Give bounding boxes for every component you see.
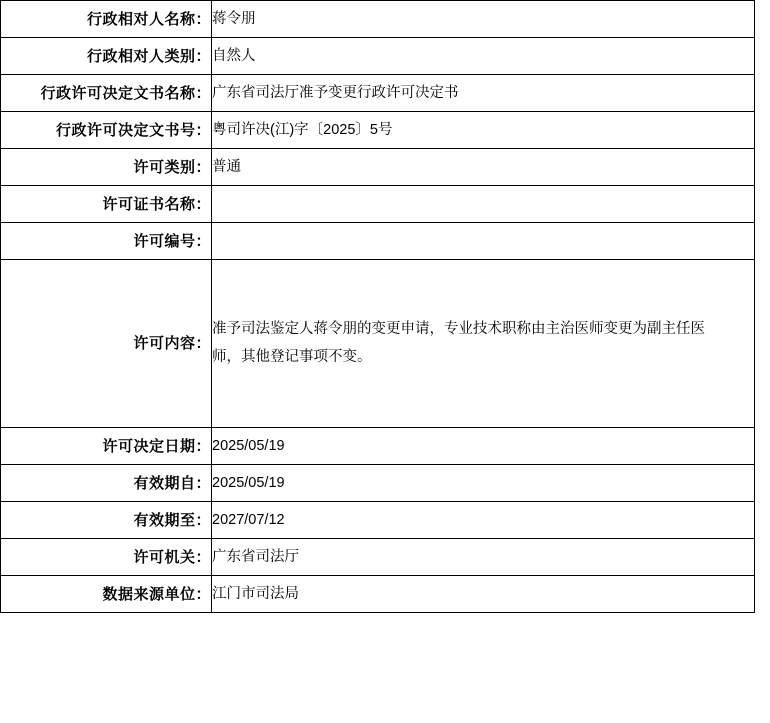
- row-value-data-source: 江门市司法局: [212, 576, 755, 613]
- row-value-license-number: [212, 223, 755, 260]
- table-row: [1, 428, 755, 465]
- row-label-valid-to: 有效期至：: [1, 502, 212, 539]
- table-row: [1, 1, 755, 38]
- row-value-valid-to: 2027/07/12: [212, 502, 755, 539]
- row-label-decision-date: 许可决定日期：: [1, 428, 212, 465]
- row-label-decision-doc-number: 行政许可决定文书号：: [1, 112, 212, 149]
- row-label-decision-doc-name: 行政许可决定文书名称：: [1, 75, 212, 112]
- row-value-applicant-type: 自然人: [212, 38, 755, 75]
- row-value-certificate-name: [212, 186, 755, 223]
- row-value-applicant-name: 蒋令朋: [212, 1, 755, 38]
- table-row: [1, 75, 755, 112]
- row-label-applicant-name: 行政相对人名称：: [1, 1, 212, 38]
- row-label-valid-from: 有效期自：: [1, 465, 212, 502]
- table-row: [1, 465, 755, 502]
- table-row: [1, 539, 755, 576]
- table-row: [1, 260, 755, 428]
- row-value-decision-doc-number: 粤司许决(江)字〔2025〕5号: [212, 112, 755, 149]
- row-value-decision-date: 2025/05/19: [212, 428, 755, 465]
- row-value-valid-from: 2025/05/19: [212, 465, 755, 502]
- table-row: [1, 576, 755, 613]
- table-row: [1, 186, 755, 223]
- row-value-license-category: 普通: [212, 149, 755, 186]
- row-value-issuing-authority: 广东省司法厅: [212, 539, 755, 576]
- table-row: [1, 112, 755, 149]
- table-row: [1, 502, 755, 539]
- table-row: [1, 149, 755, 186]
- table-row: [1, 38, 755, 75]
- row-label-license-number: 许可编号：: [1, 223, 212, 260]
- row-label-license-content: 许可内容：: [1, 260, 212, 428]
- row-value-decision-doc-name: 广东省司法厅准予变更行政许可决定书: [212, 75, 755, 112]
- row-value-license-content: 准予司法鉴定人蒋令朋的变更申请，专业技术职称由主治医师变更为副主任医师，其他登记事项不变。: [212, 260, 755, 428]
- row-label-applicant-type: 行政相对人类别：: [1, 38, 212, 75]
- row-label-license-category: 许可类别：: [1, 149, 212, 186]
- row-label-certificate-name: 许可证书名称：: [1, 186, 212, 223]
- table-body: [1, 1, 755, 613]
- row-label-data-source: 数据来源单位：: [1, 576, 212, 613]
- row-label-issuing-authority: 许可机关：: [1, 539, 212, 576]
- table-row: [1, 223, 755, 260]
